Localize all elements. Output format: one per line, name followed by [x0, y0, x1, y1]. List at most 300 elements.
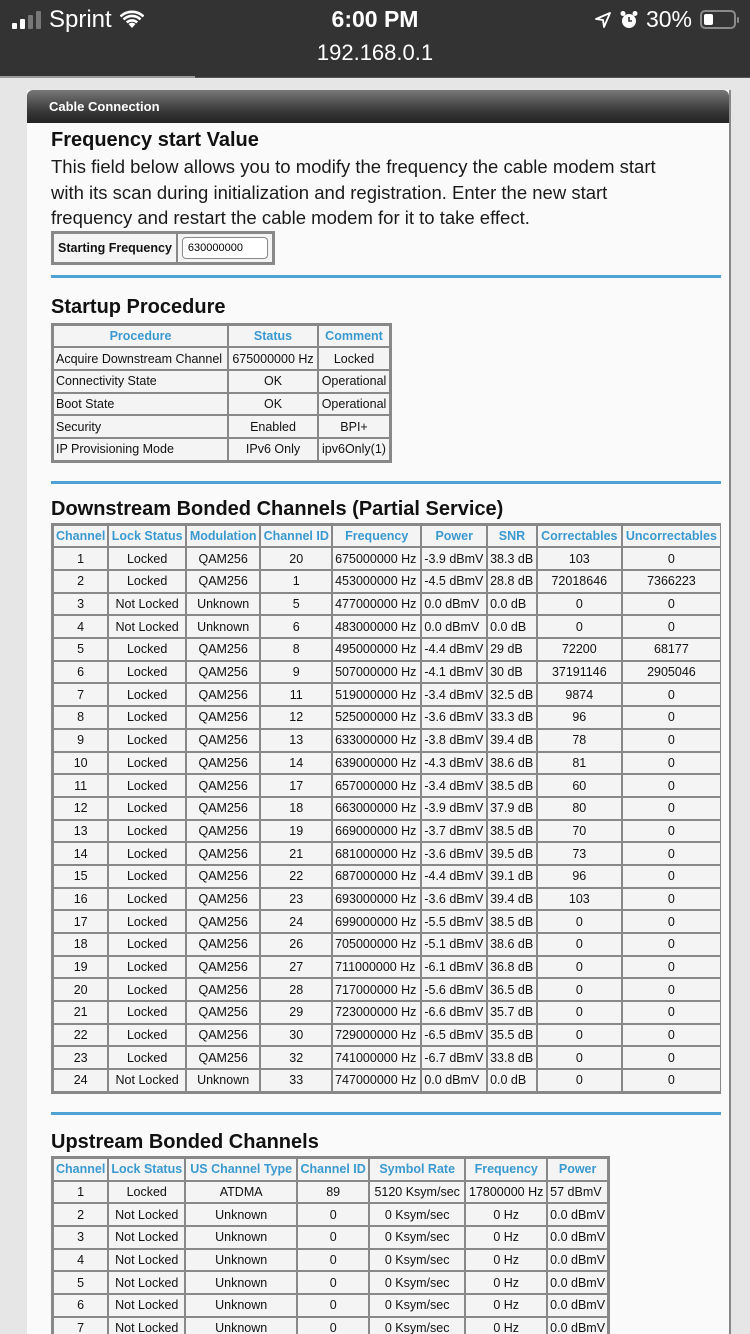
startup-procedure-heading: Startup Procedure	[51, 295, 226, 318]
table-cell: 0.0 dB	[487, 615, 537, 638]
table-cell: QAM256	[186, 978, 260, 1001]
table-cell: 2905046	[622, 661, 721, 684]
table-cell: Enabled	[228, 415, 318, 438]
table-cell: 8	[53, 706, 108, 729]
table-cell: 81	[537, 752, 622, 775]
table-cell: Locked	[108, 910, 186, 933]
table-cell: 0	[622, 774, 721, 797]
table-cell: 0.0 dBmV	[547, 1249, 608, 1272]
table-cell: 12	[53, 797, 108, 820]
table-cell: 741000000 Hz	[332, 1046, 421, 1069]
table-cell: 639000000 Hz	[332, 752, 421, 775]
table-cell: 33.3 dB	[487, 706, 537, 729]
table-cell: 3	[53, 1226, 108, 1249]
table-cell: 17800000 Hz	[465, 1181, 547, 1204]
table-row	[53, 1181, 608, 1204]
table-cell: 675000000 Hz	[228, 347, 318, 370]
table-cell: 89	[297, 1181, 369, 1204]
table-row	[53, 393, 390, 416]
table-cell: 9	[260, 661, 332, 684]
table-cell: OK	[228, 370, 318, 393]
table-cell: Connectivity State	[53, 370, 228, 393]
table-cell: 4	[53, 615, 108, 638]
table-cell: 0	[297, 1249, 369, 1272]
table-cell: 5120 Ksym/sec	[369, 1181, 465, 1204]
table-row	[53, 1069, 721, 1092]
table-row	[53, 347, 390, 370]
table-cell: 9874	[537, 683, 622, 706]
table-cell: QAM256	[186, 729, 260, 752]
table-cell: 29 dB	[487, 638, 537, 661]
table-row	[53, 638, 721, 661]
table-cell: 38.5 dB	[487, 820, 537, 843]
table-cell: 29	[260, 1001, 332, 1024]
table-cell: 7	[53, 683, 108, 706]
table-cell: Operational	[318, 370, 390, 393]
table-cell: Locked	[108, 820, 186, 843]
table-cell: QAM256	[186, 547, 260, 570]
status-right	[594, 6, 736, 33]
table-cell: -3.9 dBmV	[421, 547, 487, 570]
table-cell: 19	[260, 820, 332, 843]
table-cell: 0	[622, 1001, 721, 1024]
table-cell: Unknown	[185, 1271, 297, 1294]
table-row	[53, 1294, 608, 1317]
table-cell: 729000000 Hz	[332, 1024, 421, 1047]
table-cell: -6.1 dBmV	[421, 956, 487, 979]
battery-icon	[700, 10, 736, 29]
table-cell: 657000000 Hz	[332, 774, 421, 797]
table-cell: ipv6Only(1)	[318, 438, 390, 461]
column-header: Lock Status	[108, 1158, 185, 1181]
table-cell: QAM256	[186, 888, 260, 911]
page-load-progress	[0, 76, 195, 78]
table-cell: Not Locked	[108, 1249, 185, 1272]
table-cell: 28.8 dB	[487, 570, 537, 593]
table-cell: Locked	[108, 1046, 186, 1069]
table-cell: 39.1 dB	[487, 865, 537, 888]
table-cell: 14	[260, 752, 332, 775]
table-cell: 495000000 Hz	[332, 638, 421, 661]
upstream-section	[51, 1131, 729, 1334]
table-cell: -4.5 dBmV	[421, 570, 487, 593]
table-cell: -4.4 dBmV	[421, 865, 487, 888]
table-cell: 0	[297, 1317, 369, 1334]
table-cell: QAM256	[186, 661, 260, 684]
column-header: Status	[228, 325, 318, 348]
table-cell: 0 Ksym/sec	[369, 1249, 465, 1272]
table-cell: Boot State	[53, 393, 228, 416]
starting-frequency-input[interactable]	[182, 237, 268, 259]
table-cell: QAM256	[186, 752, 260, 775]
table-cell: 0 Ksym/sec	[369, 1271, 465, 1294]
table-row	[53, 797, 721, 820]
table-cell: 8	[260, 638, 332, 661]
table-cell: 37.9 dB	[487, 797, 537, 820]
section-divider	[51, 481, 721, 484]
table-row	[53, 683, 721, 706]
table-cell: 0	[622, 729, 721, 752]
startup-procedure-section	[51, 296, 729, 484]
table-cell: 519000000 Hz	[332, 683, 421, 706]
column-header: Symbol Rate	[369, 1158, 465, 1181]
table-cell: Unknown	[186, 615, 260, 638]
cable-connection-panel	[27, 90, 731, 1334]
table-cell: 0	[622, 752, 721, 775]
upstream-channels-table	[51, 1156, 610, 1334]
frequency-start-section	[51, 129, 729, 278]
table-cell: 0	[622, 865, 721, 888]
table-cell: 0 Hz	[465, 1294, 547, 1317]
table-cell: 0	[537, 978, 622, 1001]
table-cell: QAM256	[186, 820, 260, 843]
table-cell: QAM256	[186, 706, 260, 729]
table-cell: Unknown	[185, 1249, 297, 1272]
table-cell: -5.1 dBmV	[421, 933, 487, 956]
table-cell: 0	[537, 933, 622, 956]
table-cell: 38.5 dB	[487, 910, 537, 933]
column-header: Channel ID	[297, 1158, 369, 1181]
status-bar	[0, 0, 750, 78]
starting-frequency-form	[51, 231, 275, 265]
table-cell: -3.6 dBmV	[421, 706, 487, 729]
table-row	[53, 1001, 721, 1024]
table-cell: QAM256	[186, 1046, 260, 1069]
table-cell: Locked	[108, 547, 186, 570]
table-cell: 16	[53, 888, 108, 911]
table-row	[53, 438, 390, 461]
table-cell: BPI+	[318, 415, 390, 438]
table-cell: 13	[260, 729, 332, 752]
table-cell: 0	[622, 910, 721, 933]
table-cell: 3	[53, 593, 108, 616]
table-cell: 477000000 Hz	[332, 593, 421, 616]
table-cell: 0	[622, 683, 721, 706]
table-cell: 0 Ksym/sec	[369, 1294, 465, 1317]
table-cell: 0	[622, 933, 721, 956]
table-cell: 0.0 dB	[487, 1069, 537, 1092]
table-row	[53, 820, 721, 843]
table-cell: Not Locked	[108, 593, 186, 616]
table-cell: 0.0 dBmV	[421, 1069, 487, 1092]
table-cell: 453000000 Hz	[332, 570, 421, 593]
table-cell: 5	[260, 593, 332, 616]
table-cell: 6	[53, 661, 108, 684]
table-row	[53, 1317, 608, 1334]
table-cell: Locked	[108, 1024, 186, 1047]
table-cell: Locked	[108, 570, 186, 593]
table-cell: 5	[53, 638, 108, 661]
column-header: Power	[547, 1158, 608, 1181]
table-row	[53, 593, 721, 616]
table-cell: 0	[622, 547, 721, 570]
table-row	[53, 910, 721, 933]
table-cell: 38.3 dB	[487, 547, 537, 570]
table-cell: Locked	[108, 683, 186, 706]
table-cell: 7366223	[622, 570, 721, 593]
table-cell: 15	[53, 865, 108, 888]
table-cell: Not Locked	[108, 1226, 185, 1249]
table-cell: 33.8 dB	[487, 1046, 537, 1069]
section-divider	[51, 275, 721, 278]
table-cell: 20	[260, 547, 332, 570]
clock: 6:00 PM	[331, 6, 419, 32]
upstream-heading: Upstream Bonded Channels	[51, 1130, 319, 1153]
table-cell: 12	[260, 706, 332, 729]
table-cell: 39.4 dB	[487, 729, 537, 752]
table-cell: Locked	[108, 842, 186, 865]
table-cell: 1	[53, 547, 108, 570]
table-cell: -3.7 dBmV	[421, 820, 487, 843]
table-cell: Not Locked	[108, 1069, 186, 1092]
table-cell: 0	[622, 842, 721, 865]
table-cell: 32	[260, 1046, 332, 1069]
table-row	[53, 1203, 608, 1226]
table-cell: 0	[622, 615, 721, 638]
table-cell: IP Provisioning Mode	[53, 438, 228, 461]
table-cell: 38.6 dB	[487, 752, 537, 775]
alarm-clock-icon	[620, 10, 638, 30]
carrier-name: Sprint	[49, 6, 112, 33]
table-row	[53, 933, 721, 956]
table-cell: 663000000 Hz	[332, 797, 421, 820]
table-cell: Unknown	[185, 1203, 297, 1226]
table-cell: 21	[53, 1001, 108, 1024]
table-cell: 7	[53, 1317, 108, 1334]
table-cell: 0	[537, 1046, 622, 1069]
table-row	[53, 729, 721, 752]
table-cell: 675000000 Hz	[332, 547, 421, 570]
table-cell: 0 Ksym/sec	[369, 1203, 465, 1226]
table-cell: Not Locked	[108, 1271, 185, 1294]
table-row	[53, 1226, 608, 1249]
column-header: Procedure	[53, 325, 228, 348]
table-cell: 22	[53, 1024, 108, 1047]
table-row	[53, 865, 721, 888]
table-cell: Locked	[108, 752, 186, 775]
table-cell: 32.5 dB	[487, 683, 537, 706]
table-cell: 73	[537, 842, 622, 865]
table-cell: 36.5 dB	[487, 978, 537, 1001]
table-cell: 14	[53, 842, 108, 865]
table-cell: 96	[537, 865, 622, 888]
table-cell: 0	[297, 1271, 369, 1294]
table-cell: 747000000 Hz	[332, 1069, 421, 1092]
table-cell: QAM256	[186, 933, 260, 956]
table-cell: Locked	[318, 347, 390, 370]
table-cell: 0.0 dB	[487, 593, 537, 616]
column-header: Power	[421, 525, 487, 548]
table-cell: 39.5 dB	[487, 842, 537, 865]
table-cell: Locked	[108, 774, 186, 797]
table-cell: 0.0 dBmV	[421, 615, 487, 638]
table-cell: 0.0 dBmV	[547, 1317, 608, 1334]
table-cell: 0	[622, 956, 721, 979]
table-cell: QAM256	[186, 570, 260, 593]
table-row	[53, 888, 721, 911]
table-cell: 0 Hz	[465, 1317, 547, 1334]
table-cell: Operational	[318, 393, 390, 416]
table-cell: 681000000 Hz	[332, 842, 421, 865]
table-cell: Not Locked	[108, 1203, 185, 1226]
table-cell: 6	[260, 615, 332, 638]
column-header: Lock Status	[108, 525, 186, 548]
column-header: Frequency	[465, 1158, 547, 1181]
table-row	[53, 978, 721, 1001]
table-row	[53, 774, 721, 797]
table-row	[53, 1271, 608, 1294]
table-cell: -4.1 dBmV	[421, 661, 487, 684]
table-cell: Unknown	[185, 1317, 297, 1334]
table-cell: 103	[537, 888, 622, 911]
table-cell: -3.4 dBmV	[421, 683, 487, 706]
table-cell: 0.0 dBmV	[547, 1203, 608, 1226]
table-cell: Unknown	[186, 593, 260, 616]
table-cell: 22	[260, 865, 332, 888]
table-cell: 0	[537, 956, 622, 979]
table-cell: 633000000 Hz	[332, 729, 421, 752]
table-cell: -5.6 dBmV	[421, 978, 487, 1001]
table-row	[53, 370, 390, 393]
table-cell: 0.0 dBmV	[547, 1226, 608, 1249]
table-cell: 699000000 Hz	[332, 910, 421, 933]
table-cell: 0 Hz	[465, 1203, 547, 1226]
table-cell: -3.4 dBmV	[421, 774, 487, 797]
table-cell: 0	[297, 1203, 369, 1226]
table-cell: -3.6 dBmV	[421, 842, 487, 865]
column-header: Channel ID	[260, 525, 332, 548]
table-cell: Locked	[108, 865, 186, 888]
table-cell: 1	[260, 570, 332, 593]
table-cell: 13	[53, 820, 108, 843]
table-row	[53, 842, 721, 865]
table-cell: 38.6 dB	[487, 933, 537, 956]
table-cell: Locked	[108, 1181, 185, 1204]
table-cell: 23	[53, 1046, 108, 1069]
table-cell: Locked	[108, 797, 186, 820]
table-cell: 0	[537, 1024, 622, 1047]
table-cell: -6.6 dBmV	[421, 1001, 487, 1024]
table-cell: 2	[53, 570, 108, 593]
table-row	[53, 615, 721, 638]
table-cell: 60	[537, 774, 622, 797]
table-cell: 0.0 dBmV	[547, 1294, 608, 1317]
table-cell: -3.8 dBmV	[421, 729, 487, 752]
table-cell: Unknown	[185, 1226, 297, 1249]
table-cell: IPv6 Only	[228, 438, 318, 461]
table-cell: 0	[537, 1069, 622, 1092]
table-cell: Locked	[108, 706, 186, 729]
table-cell: 30	[260, 1024, 332, 1047]
table-cell: 507000000 Hz	[332, 661, 421, 684]
table-cell: 0	[622, 978, 721, 1001]
table-row	[53, 1249, 608, 1272]
table-cell: 26	[260, 933, 332, 956]
table-cell: 24	[53, 1069, 108, 1092]
table-cell: Acquire Downstream Channel	[53, 347, 228, 370]
table-cell: 0 Ksym/sec	[369, 1226, 465, 1249]
table-cell: Locked	[108, 933, 186, 956]
table-cell: 18	[260, 797, 332, 820]
table-cell: OK	[228, 393, 318, 416]
table-cell: 0	[622, 593, 721, 616]
table-cell: 103	[537, 547, 622, 570]
table-cell: 6	[53, 1294, 108, 1317]
table-cell: 0	[622, 1024, 721, 1047]
table-cell: 10	[53, 752, 108, 775]
table-cell: 0 Hz	[465, 1226, 547, 1249]
table-cell: QAM256	[186, 1024, 260, 1047]
frequency-start-heading: Frequency start Value	[51, 129, 259, 151]
battery-percent: 30%	[645, 6, 692, 32]
table-cell: QAM256	[186, 638, 260, 661]
table-cell: 21	[260, 842, 332, 865]
frequency-start-description: This field below allows you to modify the frequency the cable modem start with its scan during initialization and registration. Enter the new start frequency and restart the cable modem for it to take effect.	[51, 156, 656, 228]
table-cell: 36.8 dB	[487, 956, 537, 979]
table-cell: 37191146	[537, 661, 622, 684]
table-cell: 723000000 Hz	[332, 1001, 421, 1024]
table-cell: 57 dBmV	[547, 1181, 608, 1204]
table-cell: 28	[260, 978, 332, 1001]
starting-frequency-label: Starting Frequency	[53, 233, 177, 263]
table-cell: QAM256	[186, 956, 260, 979]
table-cell: ATDMA	[185, 1181, 297, 1204]
table-cell: 80	[537, 797, 622, 820]
column-header: Correctables	[537, 525, 622, 548]
table-cell: QAM256	[186, 1001, 260, 1024]
table-cell: -4.3 dBmV	[421, 752, 487, 775]
table-cell: -3.6 dBmV	[421, 888, 487, 911]
table-cell: Not Locked	[108, 615, 186, 638]
table-cell: 483000000 Hz	[332, 615, 421, 638]
table-cell: 35.7 dB	[487, 1001, 537, 1024]
address-url[interactable]: 192.168.0.1	[316, 40, 434, 65]
table-cell: 1	[53, 1181, 108, 1204]
location-arrow-icon	[594, 11, 612, 29]
table-cell: -3.9 dBmV	[421, 797, 487, 820]
table-cell: 0	[622, 1069, 721, 1092]
table-row	[53, 752, 721, 775]
table-cell: 72200	[537, 638, 622, 661]
table-cell: 0.0 dBmV	[421, 593, 487, 616]
table-cell: 0.0 dBmV	[547, 1271, 608, 1294]
table-cell: Unknown	[186, 1069, 260, 1092]
table-cell: 11	[53, 774, 108, 797]
table-cell: 35.5 dB	[487, 1024, 537, 1047]
table-row	[53, 570, 721, 593]
table-cell: 33	[260, 1069, 332, 1092]
table-row	[53, 415, 390, 438]
table-cell: QAM256	[186, 910, 260, 933]
table-cell: 78	[537, 729, 622, 752]
column-header: Comment	[318, 325, 390, 348]
column-header: Frequency	[332, 525, 421, 548]
table-cell: Locked	[108, 956, 186, 979]
table-cell: Unknown	[185, 1294, 297, 1317]
table-cell: QAM256	[186, 774, 260, 797]
table-cell: 705000000 Hz	[332, 933, 421, 956]
table-cell: Locked	[108, 729, 186, 752]
table-cell: 38.5 dB	[487, 774, 537, 797]
table-cell: 30 dB	[487, 661, 537, 684]
table-cell: 0	[622, 820, 721, 843]
table-cell: 0	[622, 706, 721, 729]
table-cell: Locked	[108, 888, 186, 911]
startup-procedure-table	[51, 323, 392, 463]
table-cell: 687000000 Hz	[332, 865, 421, 888]
table-cell: Locked	[108, 978, 186, 1001]
table-cell: 693000000 Hz	[332, 888, 421, 911]
